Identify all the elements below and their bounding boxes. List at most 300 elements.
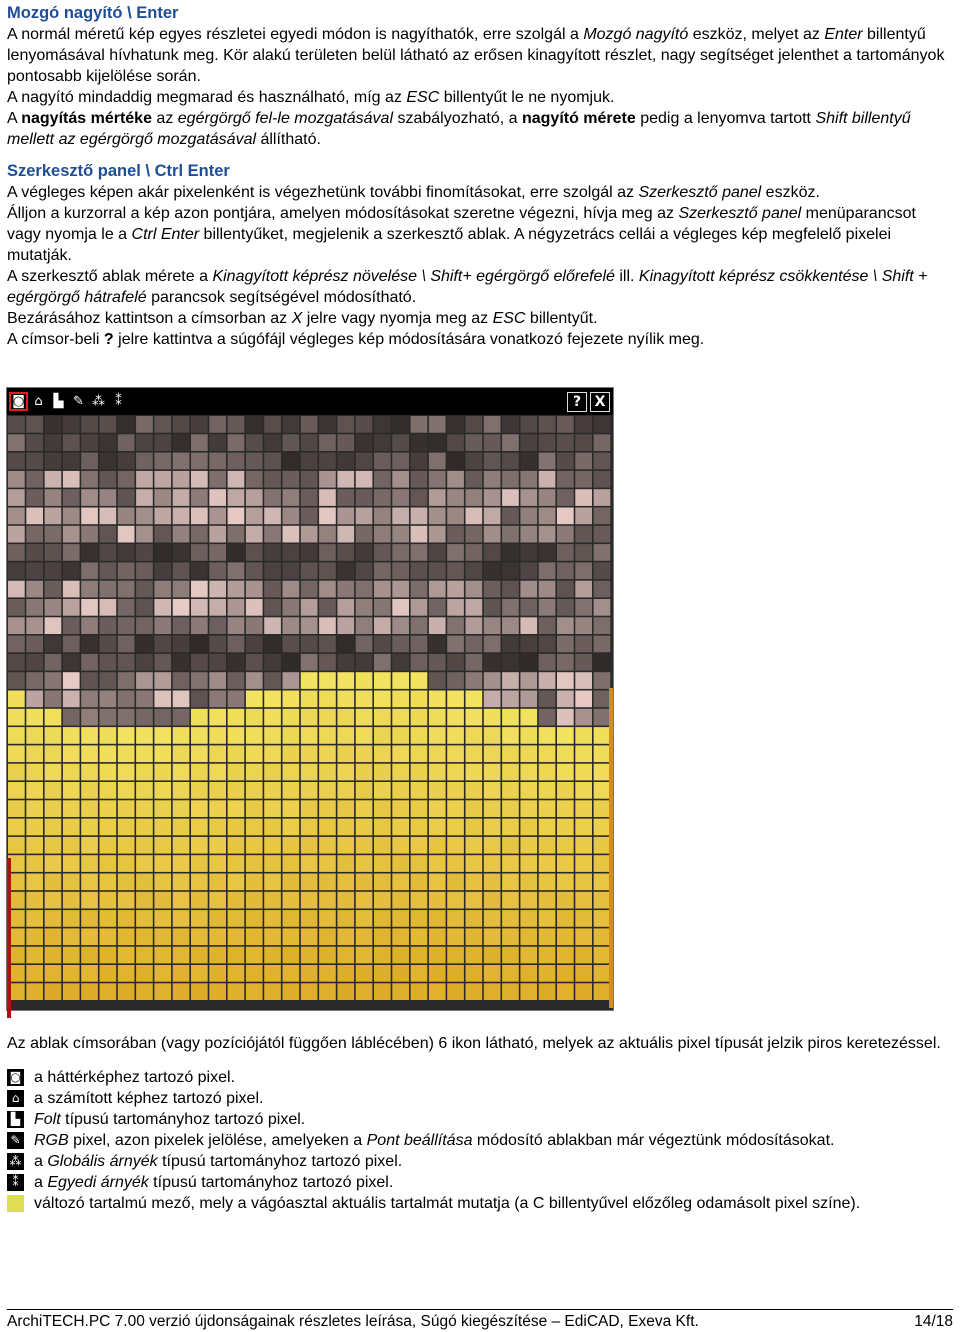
grid-cell[interactable] xyxy=(246,837,263,854)
grid-cell[interactable] xyxy=(8,562,25,579)
grid-cell[interactable] xyxy=(429,581,446,598)
grid-cell[interactable] xyxy=(520,453,537,470)
grid-cell[interactable] xyxy=(594,819,611,836)
grid-cell[interactable] xyxy=(539,965,556,982)
grid-cell[interactable] xyxy=(557,562,574,579)
grid-cell[interactable] xyxy=(557,983,574,1000)
grid-cell[interactable] xyxy=(301,819,318,836)
grid-cell[interactable] xyxy=(374,508,391,525)
grid-cell[interactable] xyxy=(209,727,226,744)
grid-cell[interactable] xyxy=(173,745,190,762)
grid-cell[interactable] xyxy=(484,691,501,708)
grid-cell[interactable] xyxy=(209,965,226,982)
grid-cell[interactable] xyxy=(466,489,483,506)
grid-cell[interactable] xyxy=(118,947,135,964)
grid-cell[interactable] xyxy=(484,764,501,781)
grid-cell[interactable] xyxy=(575,819,592,836)
grid-cell[interactable] xyxy=(264,562,281,579)
grid-cell[interactable] xyxy=(575,727,592,744)
grid-cell[interactable] xyxy=(374,928,391,945)
grid-cell[interactable] xyxy=(520,928,537,945)
grid-cell[interactable] xyxy=(264,947,281,964)
grid-cell[interactable] xyxy=(356,508,373,525)
grid-cell[interactable] xyxy=(81,453,98,470)
grid-cell[interactable] xyxy=(173,892,190,909)
grid-cell[interactable] xyxy=(45,764,62,781)
grid-cell[interactable] xyxy=(283,764,300,781)
grid-cell[interactable] xyxy=(594,709,611,726)
grid-cell[interactable] xyxy=(173,617,190,634)
grid-cell[interactable] xyxy=(447,837,464,854)
grid-cell[interactable] xyxy=(191,544,208,561)
grid-cell[interactable] xyxy=(319,672,336,689)
grid-cell[interactable] xyxy=(8,471,25,488)
grid-cell[interactable] xyxy=(228,416,245,433)
grid-cell[interactable] xyxy=(264,965,281,982)
grid-cell[interactable] xyxy=(447,654,464,671)
grid-cell[interactable] xyxy=(264,508,281,525)
grid-cell[interactable] xyxy=(502,782,519,799)
grid-cell[interactable] xyxy=(154,709,171,726)
grid-cell[interactable] xyxy=(228,910,245,927)
grid-cell[interactable] xyxy=(594,471,611,488)
grid-cell[interactable] xyxy=(557,544,574,561)
grid-cell[interactable] xyxy=(264,874,281,891)
grid-cell[interactable] xyxy=(520,782,537,799)
grid-cell[interactable] xyxy=(575,892,592,909)
grid-cell[interactable] xyxy=(228,800,245,817)
grid-cell[interactable] xyxy=(429,910,446,927)
grid-cell[interactable] xyxy=(557,434,574,451)
grid-cell[interactable] xyxy=(283,489,300,506)
grid-cell[interactable] xyxy=(575,800,592,817)
grid-cell[interactable] xyxy=(209,636,226,653)
grid-cell[interactable] xyxy=(520,434,537,451)
grid-cell[interactable] xyxy=(45,562,62,579)
grid-cell[interactable] xyxy=(392,654,409,671)
grid-cell[interactable] xyxy=(154,691,171,708)
grid-cell[interactable] xyxy=(484,782,501,799)
grid-cell[interactable] xyxy=(447,819,464,836)
grid-cell[interactable] xyxy=(502,508,519,525)
grid-cell[interactable] xyxy=(173,599,190,616)
grid-cell[interactable] xyxy=(301,874,318,891)
grid-cell[interactable] xyxy=(539,910,556,927)
grid-cell[interactable] xyxy=(520,416,537,433)
grid-cell[interactable] xyxy=(594,892,611,909)
grid-cell[interactable] xyxy=(209,508,226,525)
grid-cell[interactable] xyxy=(264,727,281,744)
grid-cell[interactable] xyxy=(429,782,446,799)
grid-cell[interactable] xyxy=(26,636,43,653)
grid-cell[interactable] xyxy=(520,599,537,616)
grid-cell[interactable] xyxy=(8,727,25,744)
grid-cell[interactable] xyxy=(356,745,373,762)
grid-cell[interactable] xyxy=(411,819,428,836)
grid-cell[interactable] xyxy=(136,928,153,945)
grid-cell[interactable] xyxy=(447,453,464,470)
grid-cell[interactable] xyxy=(191,892,208,909)
grid-cell[interactable] xyxy=(45,654,62,671)
grid-cell[interactable] xyxy=(557,526,574,543)
grid-cell[interactable] xyxy=(502,581,519,598)
grid-cell[interactable] xyxy=(466,471,483,488)
grid-cell[interactable] xyxy=(594,727,611,744)
grid-cell[interactable] xyxy=(154,636,171,653)
grid-cell[interactable] xyxy=(337,764,354,781)
grid-cell[interactable] xyxy=(191,727,208,744)
grid-cell[interactable] xyxy=(100,855,117,872)
grid-cell[interactable] xyxy=(447,672,464,689)
grid-cell[interactable] xyxy=(356,782,373,799)
grid-cell[interactable] xyxy=(301,965,318,982)
grid-cell[interactable] xyxy=(136,782,153,799)
grid-cell[interactable] xyxy=(392,617,409,634)
grid-cell[interactable] xyxy=(337,416,354,433)
grid-cell[interactable] xyxy=(283,617,300,634)
grid-cell[interactable] xyxy=(484,508,501,525)
grid-cell[interactable] xyxy=(356,453,373,470)
grid-cell[interactable] xyxy=(228,782,245,799)
grid-cell[interactable] xyxy=(81,965,98,982)
grid-cell[interactable] xyxy=(100,819,117,836)
grid-cell[interactable] xyxy=(319,837,336,854)
grid-cell[interactable] xyxy=(264,764,281,781)
grid-cell[interactable] xyxy=(228,654,245,671)
grid-cell[interactable] xyxy=(8,544,25,561)
grid-cell[interactable] xyxy=(539,617,556,634)
grid-cell[interactable] xyxy=(575,672,592,689)
grid-cell[interactable] xyxy=(283,562,300,579)
grid-cell[interactable] xyxy=(81,691,98,708)
grid-cell[interactable] xyxy=(594,581,611,598)
grid-cell[interactable] xyxy=(484,709,501,726)
grid-cell[interactable] xyxy=(264,599,281,616)
grid-cell[interactable] xyxy=(136,691,153,708)
grid-cell[interactable] xyxy=(575,617,592,634)
grid-cell[interactable] xyxy=(411,910,428,927)
grid-cell[interactable] xyxy=(356,672,373,689)
grid-cell[interactable] xyxy=(319,745,336,762)
grid-cell[interactable] xyxy=(575,874,592,891)
grid-cell[interactable] xyxy=(246,782,263,799)
grid-cell[interactable] xyxy=(557,581,574,598)
grid-cell[interactable] xyxy=(502,947,519,964)
grid-cell[interactable] xyxy=(81,599,98,616)
grid-cell[interactable] xyxy=(100,617,117,634)
grid-cell[interactable] xyxy=(429,709,446,726)
grid-cell[interactable] xyxy=(392,855,409,872)
grid-cell[interactable] xyxy=(8,819,25,836)
grid-cell[interactable] xyxy=(246,599,263,616)
grid-cell[interactable] xyxy=(337,800,354,817)
grid-cell[interactable] xyxy=(484,892,501,909)
grid-cell[interactable] xyxy=(502,892,519,909)
grid-cell[interactable] xyxy=(575,599,592,616)
grid-cell[interactable] xyxy=(118,983,135,1000)
grid-cell[interactable] xyxy=(411,855,428,872)
grid-cell[interactable] xyxy=(539,837,556,854)
grid-cell[interactable] xyxy=(411,672,428,689)
grid-cell[interactable] xyxy=(246,691,263,708)
grid-cell[interactable] xyxy=(228,874,245,891)
grid-cell[interactable] xyxy=(118,837,135,854)
grid-cell[interactable] xyxy=(136,965,153,982)
grid-cell[interactable] xyxy=(447,544,464,561)
grid-cell[interactable] xyxy=(356,837,373,854)
grid-cell[interactable] xyxy=(447,965,464,982)
grid-cell[interactable] xyxy=(154,745,171,762)
grid-cell[interactable] xyxy=(63,672,80,689)
grid-cell[interactable] xyxy=(539,599,556,616)
grid-cell[interactable] xyxy=(246,581,263,598)
grid-cell[interactable] xyxy=(154,544,171,561)
grid-cell[interactable] xyxy=(209,416,226,433)
grid-cell[interactable] xyxy=(575,745,592,762)
grid-cell[interactable] xyxy=(575,947,592,964)
grid-cell[interactable] xyxy=(63,453,80,470)
grid-cell[interactable] xyxy=(100,562,117,579)
grid-cell[interactable] xyxy=(319,782,336,799)
grid-cell[interactable] xyxy=(100,910,117,927)
grid-cell[interactable] xyxy=(264,892,281,909)
grid-cell[interactable] xyxy=(118,709,135,726)
grid-cell[interactable] xyxy=(466,928,483,945)
grid-cell[interactable] xyxy=(374,691,391,708)
grid-cell[interactable] xyxy=(466,654,483,671)
grid-cell[interactable] xyxy=(45,453,62,470)
grid-cell[interactable] xyxy=(466,983,483,1000)
grid-cell[interactable] xyxy=(209,526,226,543)
grid-cell[interactable] xyxy=(392,709,409,726)
grid-cell[interactable] xyxy=(392,691,409,708)
grid-cell[interactable] xyxy=(118,416,135,433)
grid-cell[interactable] xyxy=(26,672,43,689)
grid-cell[interactable] xyxy=(301,654,318,671)
grid-cell[interactable] xyxy=(502,764,519,781)
grid-cell[interactable] xyxy=(228,581,245,598)
grid-cell[interactable] xyxy=(246,892,263,909)
grid-cell[interactable] xyxy=(191,947,208,964)
grid-cell[interactable] xyxy=(191,489,208,506)
grid-cell[interactable] xyxy=(264,544,281,561)
grid-cell[interactable] xyxy=(557,416,574,433)
grid-cell[interactable] xyxy=(136,562,153,579)
grid-cell[interactable] xyxy=(81,782,98,799)
grid-cell[interactable] xyxy=(246,544,263,561)
grid-cell[interactable] xyxy=(191,654,208,671)
grid-cell[interactable] xyxy=(173,544,190,561)
grid-cell[interactable] xyxy=(356,636,373,653)
grid-cell[interactable] xyxy=(81,581,98,598)
grid-cell[interactable] xyxy=(356,544,373,561)
grid-cell[interactable] xyxy=(520,745,537,762)
grid-cell[interactable] xyxy=(447,727,464,744)
grid-cell[interactable] xyxy=(118,928,135,945)
grid-cell[interactable] xyxy=(154,947,171,964)
grid-cell[interactable] xyxy=(392,892,409,909)
grid-cell[interactable] xyxy=(411,654,428,671)
grid-cell[interactable] xyxy=(594,562,611,579)
grid-cell[interactable] xyxy=(173,947,190,964)
grid-cell[interactable] xyxy=(539,983,556,1000)
grid-cell[interactable] xyxy=(118,562,135,579)
grid-cell[interactable] xyxy=(191,672,208,689)
grid-cell[interactable] xyxy=(392,800,409,817)
grid-cell[interactable] xyxy=(283,508,300,525)
grid-cell[interactable] xyxy=(447,782,464,799)
grid-cell[interactable] xyxy=(374,764,391,781)
grid-cell[interactable] xyxy=(63,782,80,799)
grid-cell[interactable] xyxy=(374,965,391,982)
grid-cell[interactable] xyxy=(209,947,226,964)
grid-cell[interactable] xyxy=(429,434,446,451)
grid-cell[interactable] xyxy=(26,782,43,799)
grid-cell[interactable] xyxy=(447,947,464,964)
grid-cell[interactable] xyxy=(63,489,80,506)
grid-cell[interactable] xyxy=(301,800,318,817)
grid-cell[interactable] xyxy=(374,910,391,927)
grid-cell[interactable] xyxy=(228,855,245,872)
grid-cell[interactable] xyxy=(539,526,556,543)
grid-cell[interactable] xyxy=(447,599,464,616)
grid-cell[interactable] xyxy=(26,874,43,891)
grid-cell[interactable] xyxy=(429,453,446,470)
grid-cell[interactable] xyxy=(228,489,245,506)
grid-cell[interactable] xyxy=(246,727,263,744)
grid-cell[interactable] xyxy=(392,581,409,598)
grid-cell[interactable] xyxy=(173,453,190,470)
grid-cell[interactable] xyxy=(447,855,464,872)
grid-cell[interactable] xyxy=(81,562,98,579)
grid-cell[interactable] xyxy=(191,819,208,836)
grid-cell[interactable] xyxy=(26,800,43,817)
grid-cell[interactable] xyxy=(81,855,98,872)
grid-cell[interactable] xyxy=(429,983,446,1000)
grid-cell[interactable] xyxy=(264,636,281,653)
grid-cell[interactable] xyxy=(118,599,135,616)
grid-cell[interactable] xyxy=(374,453,391,470)
grid-cell[interactable] xyxy=(63,562,80,579)
grid-cell[interactable] xyxy=(337,983,354,1000)
grid-cell[interactable] xyxy=(100,965,117,982)
grid-cell[interactable] xyxy=(118,910,135,927)
grid-cell[interactable] xyxy=(63,599,80,616)
grid-cell[interactable] xyxy=(502,745,519,762)
grid-cell[interactable] xyxy=(26,983,43,1000)
grid-cell[interactable] xyxy=(301,617,318,634)
grid-cell[interactable] xyxy=(594,416,611,433)
grid-cell[interactable] xyxy=(264,654,281,671)
grid-cell[interactable] xyxy=(301,562,318,579)
grid-cell[interactable] xyxy=(191,745,208,762)
grid-cell[interactable] xyxy=(100,764,117,781)
grid-cell[interactable] xyxy=(447,471,464,488)
grid-cell[interactable] xyxy=(301,709,318,726)
grid-cell[interactable] xyxy=(228,599,245,616)
grid-cell[interactable] xyxy=(118,819,135,836)
grid-cell[interactable] xyxy=(154,928,171,945)
grid-cell[interactable] xyxy=(283,471,300,488)
grid-cell[interactable] xyxy=(26,526,43,543)
grid-cell[interactable] xyxy=(100,928,117,945)
grid-cell[interactable] xyxy=(575,709,592,726)
grid-cell[interactable] xyxy=(63,892,80,909)
grid-cell[interactable] xyxy=(283,819,300,836)
grid-cell[interactable] xyxy=(539,874,556,891)
grid-cell[interactable] xyxy=(319,764,336,781)
grid-cell[interactable] xyxy=(429,819,446,836)
grid-cell[interactable] xyxy=(319,489,336,506)
grid-cell[interactable] xyxy=(356,947,373,964)
grid-cell[interactable] xyxy=(337,581,354,598)
grid-cell[interactable] xyxy=(8,526,25,543)
grid-cell[interactable] xyxy=(337,654,354,671)
grid-cell[interactable] xyxy=(502,453,519,470)
grid-cell[interactable] xyxy=(539,544,556,561)
grid-cell[interactable] xyxy=(45,599,62,616)
grid-cell[interactable] xyxy=(392,544,409,561)
grid-cell[interactable] xyxy=(283,727,300,744)
grid-cell[interactable] xyxy=(264,910,281,927)
grid-cell[interactable] xyxy=(319,617,336,634)
grid-cell[interactable] xyxy=(246,709,263,726)
grid-cell[interactable] xyxy=(466,617,483,634)
grid-cell[interactable] xyxy=(45,471,62,488)
grid-cell[interactable] xyxy=(502,654,519,671)
grid-cell[interactable] xyxy=(319,599,336,616)
grid-cell[interactable] xyxy=(154,892,171,909)
grid-cell[interactable] xyxy=(228,764,245,781)
grid-cell[interactable] xyxy=(63,928,80,945)
grid-cell[interactable] xyxy=(575,526,592,543)
grid-cell[interactable] xyxy=(301,434,318,451)
grid-cell[interactable] xyxy=(319,562,336,579)
grid-cell[interactable] xyxy=(557,745,574,762)
grid-cell[interactable] xyxy=(594,800,611,817)
grid-cell[interactable] xyxy=(392,837,409,854)
grid-cell[interactable] xyxy=(575,581,592,598)
grid-cell[interactable] xyxy=(283,691,300,708)
grid-cell[interactable] xyxy=(191,434,208,451)
grid-cell[interactable] xyxy=(63,983,80,1000)
grid-cell[interactable] xyxy=(173,636,190,653)
grid-cell[interactable] xyxy=(356,471,373,488)
grid-cell[interactable] xyxy=(319,453,336,470)
grid-cell[interactable] xyxy=(283,654,300,671)
grid-cell[interactable] xyxy=(411,617,428,634)
grid-cell[interactable] xyxy=(246,819,263,836)
grid-cell[interactable] xyxy=(8,434,25,451)
grid-cell[interactable] xyxy=(209,691,226,708)
grid-cell[interactable] xyxy=(429,727,446,744)
grid-cell[interactable] xyxy=(484,562,501,579)
grid-cell[interactable] xyxy=(319,874,336,891)
grid-cell[interactable] xyxy=(429,947,446,964)
grid-cell[interactable] xyxy=(392,947,409,964)
grid-cell[interactable] xyxy=(228,453,245,470)
grid-cell[interactable] xyxy=(26,416,43,433)
grid-cell[interactable] xyxy=(209,837,226,854)
grid-cell[interactable] xyxy=(301,855,318,872)
grid-cell[interactable] xyxy=(337,526,354,543)
grid-cell[interactable] xyxy=(411,636,428,653)
grid-cell[interactable] xyxy=(63,691,80,708)
grid-cell[interactable] xyxy=(154,672,171,689)
grid-cell[interactable] xyxy=(264,928,281,945)
grid-cell[interactable] xyxy=(557,874,574,891)
grid-cell[interactable] xyxy=(447,709,464,726)
